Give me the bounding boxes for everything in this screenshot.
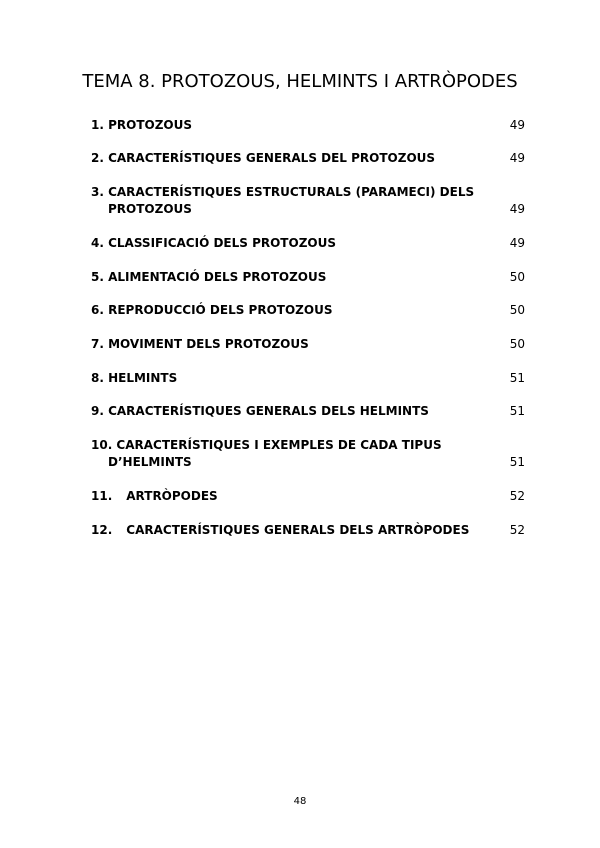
toc-entry-label: 8. HELMINTS (91, 371, 178, 385)
toc-entry-number: 12. (91, 523, 113, 537)
toc-entry-page: 51 (509, 404, 525, 418)
toc-entry-label: 6. REPRODUCCIÓ DELS PROTOZOUS (91, 303, 333, 317)
page-number: 48 (293, 796, 307, 807)
toc-entry-page: 50 (509, 270, 525, 284)
toc-entry-label-line2: PROTOZOUS (108, 202, 192, 216)
toc-entry-6[interactable] (91, 302, 525, 319)
page-title: TEMA 8. PROTOZOUS, HELMINTS I ARTRÒPODES (82, 71, 518, 92)
toc-entry-label-wrap (91, 522, 481, 539)
toc-entry-label: 2. CARACTERÍSTIQUES GENERALS DEL PROTOZOUS (91, 151, 436, 165)
toc-entry-12[interactable] (91, 522, 525, 539)
toc-entry-label: 4. CLASSIFICACIÓ DELS PROTOZOUS (91, 236, 336, 250)
toc-entry-page: 52 (509, 489, 525, 503)
toc-entry-page: 51 (509, 371, 525, 385)
toc-entry-page: 49 (509, 236, 525, 250)
toc-entry-7[interactable] (91, 336, 525, 353)
toc-entry-11[interactable] (91, 488, 525, 505)
toc-entry-1[interactable] (91, 117, 525, 134)
toc-entry-label-line1: 3. CARACTERÍSTIQUES ESTRUCTURALS (PARAMECI) DELS (91, 185, 475, 199)
toc-entry-page: 51 (509, 455, 525, 469)
toc-entry-label: ARTRÒPODES (126, 489, 218, 503)
toc-entry-label: 9. CARACTERÍSTIQUES GENERALS DELS HELMINTS (91, 404, 429, 418)
toc-entry-number: 11. (91, 489, 113, 503)
toc-entry-3[interactable] (91, 184, 525, 218)
toc-entry-page: 49 (509, 151, 525, 165)
toc-entry-10[interactable] (91, 437, 525, 471)
toc-entry-label-line1: 10. CARACTERÍSTIQUES I EXEMPLES DE CADA TIPUS (91, 438, 442, 452)
toc-entry-8[interactable] (91, 370, 525, 387)
toc-entry-page: 52 (509, 523, 525, 537)
toc-entry-label: CARACTERÍSTIQUES GENERALS DELS ARTRÒPODES (126, 523, 470, 537)
toc-entry-2[interactable] (91, 150, 525, 167)
toc-entry-9[interactable] (91, 403, 525, 420)
toc-entry-label-line2: D’HELMINTS (108, 455, 192, 469)
toc-entry-page: 49 (509, 118, 525, 132)
toc-entry-page: 49 (509, 202, 525, 216)
toc-entry-label-wrap (91, 488, 481, 505)
toc-entry-label: 5. ALIMENTACIÓ DELS PROTOZOUS (91, 270, 327, 284)
toc-entry-page: 50 (509, 303, 525, 317)
toc-entry-label: 1. PROTOZOUS (91, 118, 192, 132)
toc-entry-label: 7. MOVIMENT DELS PROTOZOUS (91, 337, 309, 351)
toc-entry-4[interactable] (91, 235, 525, 252)
toc-entry-5[interactable] (91, 269, 525, 286)
toc-entry-page: 50 (509, 337, 525, 351)
